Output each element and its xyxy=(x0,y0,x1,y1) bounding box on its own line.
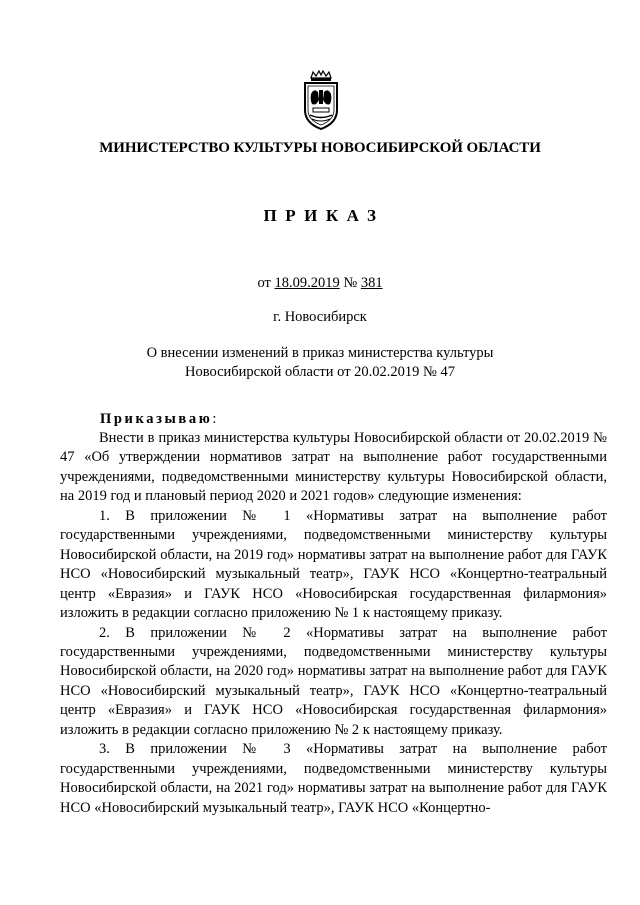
order-subject xyxy=(0,344,640,382)
number-prefix: № xyxy=(339,275,361,291)
subject-line: Новосибирской области от 20.02.2019 № 47 xyxy=(185,364,455,380)
body-paragraph-item: 3. В приложении № 3 «Нормативы затрат на выполнение работ государственными учреждениями, подведомственными министерству культуры Новосибирской области, на 2021 год» нормативы затрат на выполнение работ для ГАУК НСО «Новосибирский музыкальный театр», ГАУК НСО «Концертно- xyxy=(60,741,607,816)
order-command-colon: : xyxy=(212,411,217,427)
body-paragraph-item: 2. В приложении № 2 «Нормативы затрат на выполнение работ государственными учреждениями, подведомственными министерству культуры Новосибирской области, на 2020 год» нормативы затрат на выполнение работ для ГАУК НСО «Новосибирский музыкальный театр», ГАУК НСО «Концертно-театральный центр «Евразия» и ГАУК НСО «Новосибирская государственная филармония» изложить в редакции согласно приложению № 2 к настоящему приказу. xyxy=(60,624,607,738)
order-date-number xyxy=(0,274,640,292)
order-city: г. Новосибирск xyxy=(273,309,367,325)
order-body xyxy=(60,429,607,818)
order-number: 381 xyxy=(360,275,383,291)
novosibirsk-coat-of-arms-icon xyxy=(298,70,344,132)
subject-line: О внесении изменений в приказ министерства культуры xyxy=(146,345,494,361)
order-command-word: Приказываю xyxy=(100,411,213,427)
order-command xyxy=(100,410,216,429)
date-prefix: от xyxy=(257,275,275,291)
document-title: ПРИКАЗ xyxy=(263,206,385,225)
ministry-title: МИНИСТЕРСТВО КУЛЬТУРЫ НОВОСИБИРСКОЙ ОБЛАСТИ xyxy=(99,140,541,156)
body-paragraph-item: 1. В приложении № 1 «Нормативы затрат на выполнение работ государственными учреждениями, подведомственными министерству культуры Новосибирской области, на 2019 год» нормативы затрат на выполнение работ для ГАУК НСО «Новосибирский музыкальный театр», ГАУК НСО «Концертно-театральный центр «Евразия» и ГАУК НСО «Новосибирская государственная филармония» изложить в редакции согласно приложению № 1 к настоящему приказу. xyxy=(60,507,607,622)
order-date: 18.09.2019 xyxy=(274,275,340,291)
body-paragraph-intro: Внести в приказ министерства культуры Новосибирской области от 20.02.2019 № 47 «Об утверждении нормативов затрат на выполнение работ государственными учреждениями, подведомственными министерству культуры Новосибирской области, на 2019 год и плановый период 2020 и 2021 годов» следующие изменения: xyxy=(60,430,607,505)
